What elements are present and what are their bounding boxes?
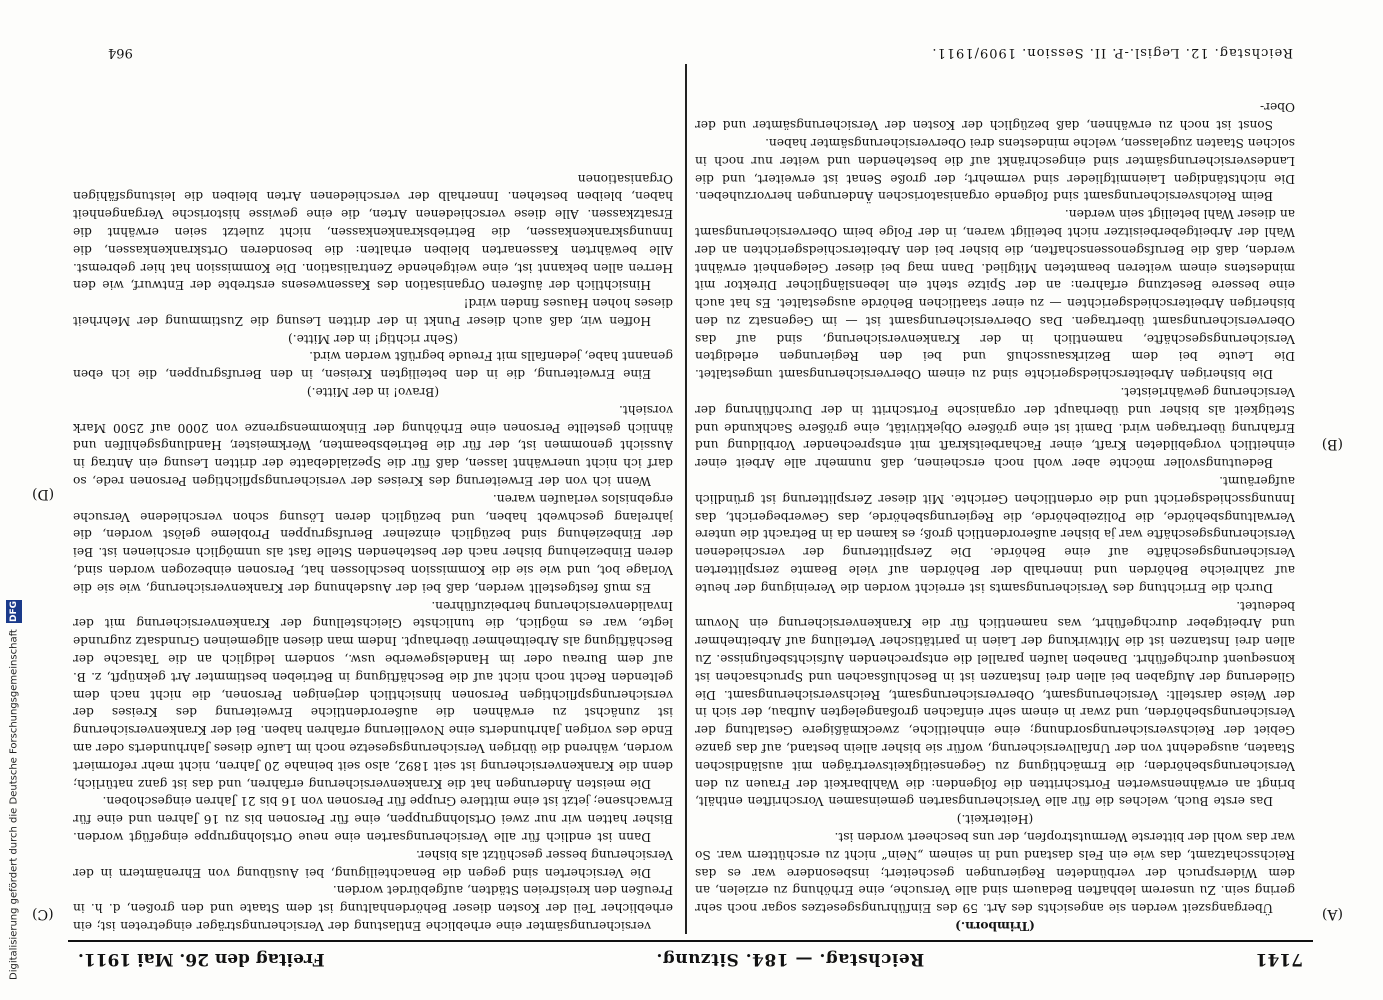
paragraph: Sonst ist noch zu erwähnen, daß bezüglich der Kosten der Versicherungsämter und der Ober- (695, 100, 1295, 133)
running-head (78, 946, 1303, 972)
paragraph: Bedeutungsvoller möchte aber wohl noch erscheinen, daß nunmehr alle Arbeit einer einheitlich vorgebildeten Kraft, einer Facharbeitskraft mit entsprechender Vorbildung und Erfahrung übertragen wird. Damit ist eine größere Objektivität, eine größere Sachkunde und Stetigkeit als bisher und überhaupt der organische Fortschritt in der Durchführung der Versicherung gewährleistet. (695, 385, 1295, 471)
margin-mark-b: (B) (1321, 436, 1343, 452)
paragraph: Eine Erweiterung, die in den beteiligten Kreisen, in den Berufsgruppen, die ich eben genannt habe, jedenfalls mit Freude begrüßt werden wird. (73, 349, 673, 382)
left-column (695, 74, 1295, 934)
paragraph: Hinsichtlich der äußeren Organisation des Kassenwesens erstrebte der Entwurf, wie den Herren allen bekannt ist, eine weitgehende Zentralisation. Die Kommission hat hier gebremst. Alle bewährten Kassenarten bleiben erhalten: die besonderen Ortskrankenkassen, die Innungskrankenkassen, die Betriebskrankenkassen, nicht zuletzt seien erwähnt die Ersatzkassen. Alle diese verschiedenen Arten, die eine gewisse historische Vergangenheit haben, bleiben bestehen. Innerhalb der verschiedenen Arten bleiben die leistungsfähigen Organisationen (73, 171, 673, 293)
header-rule (68, 940, 1313, 942)
dfg-logo: DFG (6, 600, 22, 623)
paragraph: (Bravo! in der Mitte.) (306, 385, 440, 400)
header-title: Reichstag. — 184. Sitzung. (655, 949, 925, 969)
credit-strip (4, 0, 24, 980)
credit-text: Digitalisierung gefördert durch die Deutsche Forschungsgemeinschaft (8, 629, 20, 980)
margin-mark-a: (A) (1321, 906, 1343, 922)
paragraph: Hoffen wir, daß auch dieser Punkt in der dritten Lesung die Zustimmung der Mehrheit dieses hohen Hauses finden wird! (73, 296, 673, 328)
paragraph: Übergangszeit werden sie angesichts des Art. 59 des Einführungsgesetzes sogar noch sehr gering sein. Zu unserem lebhaften Bedauern sind alle Versuche, eine Erhöhung zu erzielen, an dem Widerspruch der verbündeten Regierungen gescheitert; insbesondere war es das Reichsschatzamt, das wie ein Fels dastand und in seinem „Nein“ nicht zu erschüttern war. So war das wohl der bitterste Wermutstropfen, der uns bescheert worden ist. (695, 830, 1295, 916)
paragraph: (Sehr richtig! in der Mitte.) (288, 331, 458, 346)
right-column (73, 74, 673, 934)
page-number: 7141 (1255, 949, 1303, 969)
paragraph: Beim Reichsversicherungsamt sind folgende organisatorischen Änderungen hervorzuheben. Die nichtständigen Laienmitglieder sind vermehrt; der große Senat ist erweitert, und die Landesversicherungsämter sind eingeschränkt auf die bestehenden und weiter nur noch in solchen Staaten zugelassen, welche mindestens drei Oberversicherungsämter haben. (695, 135, 1295, 204)
paragraph: Die bisherigen Arbeiterschiedsgerichte sind zu einem Oberversicherungsamt umgestaltet. Die Leute bei dem Bezirksausschuß und bei den Regierungen erledigten Versicherungsgeschäfte, namentlich in der Krankenversicherung, sind auf das Oberversicherungsamt übertragen. Das Oberversicherungsamt ist — im Gegensatz zu den bisherigen Arbeiterschiedsgerichten — zu einer staatlichen Behörde ausgestaltet. Es hat auch eine bessere Besetzung erfahren: an der Spitze steht ein lebenslänglicher Direktor mit mindestens einem weiteren beamteten Mitglied. Dann mag bei dieser Gelegenheit erwähnt werden, daß die Berufsgenossenschaften, die bisher bei den Arbeiterschiedsgerichten an der Wahl der Arbeitgeberbeisitzer nicht beteiligt waren, in der Folge beim Oberversicherungsamt an dieser Wahl beteiligt sein werden. (695, 207, 1295, 382)
paragraph: Die Versicherten sind gegen die Benachteiligung, bei Ausübung von Ehrenämtern in der Versicherung besser geschützt als bisher. (73, 847, 673, 880)
margin-mark-d: (D) (32, 486, 55, 502)
paragraph: Dann ist endlich für alle Versicherungsarten eine neue Ortslohngruppe eingefügt worden. Bisher hatten wir nur zwei Ortslohngruppen, eine für Personen bis zu 16 Jahren und eine für Erwachsene; jetzt ist eine mittlere Gruppe für Personen von 16 bis 21 Jahren eingeschoben. (73, 794, 673, 845)
paragraph: (Heiterkeit.) (956, 812, 1034, 827)
page-sheet (32, 22, 1343, 972)
paragraph: Die meisten Änderungen hat die Krankenversicherung erfahren, und das ist ganz natürlich; denn die Krankenversicherung ist seit 1892, also seit beinahe 20 Jahren, nicht mehr reformiert worden, während die übrigen Versicherungsgesetze noch im Laufe dieses Jahrhunderts oder am Ende des vorigen Jahrhunderts eine Novellierung erfahren haben. Bei der Krankenversicherung ist zunächst zu erwähnen die außerordentliche Erweiterung des Kreises der versicherungspflichtigen Personen hinsichtlich derjenigen Personen, die nicht nach dem geltenden Recht noch nicht auf die Beschäftigung in Betrieben bestimmter Art geknüpft, z. B. auf dem Bureau oder im Handelsgewerbe usw., sondern lediglich an die Tatsache der Beschäftigung als Arbeitnehmer überhaupt. Indem man diesen allgemeinen Grundsatz zugrunde legte, war es möglich, die tunlichste Gleichstellung der Krankenversicherung mit der Invalidenversicherung herbeizuführen. (73, 598, 673, 791)
column-divider (685, 64, 687, 934)
footer-session: Reichstag. 12. Legisl.-P. II. Session. 1909/1911. (931, 45, 1293, 60)
speaker-name: (Trimborn.) (955, 919, 1035, 933)
paragraph: Durch die Errichtung des Versicherungsamts ist erreicht worden die Vereinigung der heute auf zahlreiche Behörden und innerhalb der Behörden auf viele Beamte zersplitterten Versicherungsgeschäfte auf eine Behörde. Die Zersplitterung der verschiedenen Versicherungsgeschäfte war ja bisher außerordentlich groß; es kamen da in Betracht die untere Verwaltungsbehörde, die Polizeibehörde, die Regierungsbehörde, das Gewerbegericht, das Innungsschiedsgericht und die ordentlichen Gerichte. Mit dieser Zersplitterung ist gründlich aufgeräumt. (695, 474, 1295, 595)
paragraph: Es muß festgestellt werden, daß bei der Ausdehnung der Krankenversicherung, wie sie die Vorlage bot, und wie sie die Kommission beschlossen hat, Personen einbezogen worden sind, deren Einbeziehung bisher nach der bestehenden Stelle fast als unmöglich erschienen ist. Bei der Einbeziehung sind bezüglich einzelner Berufsgruppen Probleme gelöst worden, die jahrelang geschwebt haben, und bezüglich deren Lösung schon verschiedene Versuche ergebnislos verlaufen waren. (73, 491, 673, 595)
paragraph: Das erste Buch, welches die für alle Versicherungsarten gemeinsamen Vorschriften enthält, bringt an erwähnenswerten Fortschritten die folgenden: die Wahlbarkeit der Frauen zu den Versicherungsbehörden; die Ermächtigung zu Gegenseitigkeitsverträgen mit ausländischen Staaten, ausgedehnt von der Unfallversicherung, wofür sie bisher allein bestand, auf das ganze Gebiet der Reichsversicherungsordnung; eine einheitliche, zweckmäßigere Gestaltung der Versicherungsbehörden, und zwar in einem sehr einfachen großangelegten Aufbau, der sich in der Weise darstellt: Versicherungsamt, Oberversicherungsamt, Reichsversicherungsamt. Die Gliederung der Aufgaben bei allen drei Instanzen ist in Beschlußsachen und Spruchsachen ist konsequent durchgeführt. Daneben laufen parallel die entsprechenden Aufsichtsbefugnisse. Zu allen drei Instanzen ist die Mitwirkung der Laien in paritätischer Verteilung auf Arbeitnehmer und Arbeitgeber durchgeführt, was namentlich für die Krankenversicherung ein Novum bedeutet. (695, 598, 1295, 809)
margin-mark-c: (C) (32, 906, 54, 922)
footer-sheet-number: 964 (108, 45, 133, 60)
paragraph: Wenn ich von der Erweiterung des Kreises der versicherungspflichtigen Personen rede, so darf ich nicht unerwähnt lassen, daß für die Spezialdebatte der dritten Lesung ein Antrag in Aussicht genommen ist, der für die Betriebsbeamten, Werkmeister, Handlungsgehilfen und ähnlich gestellte Personen eine Erhöhung der Einkommensgrenze von 2000 auf 2500 Mark vorsieht. (73, 402, 673, 489)
paragraph: versicherungsämter eine erhebliche Entlastung der Versicherungsträger eingetreten ist; ein erheblicher Teil der Kosten dieser Behördenhaltung ist dem Staate und den großen, d. h. in Preußen den kreisfreien Städten, aufgebürdet worden. (73, 883, 673, 933)
header-date: Freitag den 26. Mai 1911. (78, 949, 325, 969)
